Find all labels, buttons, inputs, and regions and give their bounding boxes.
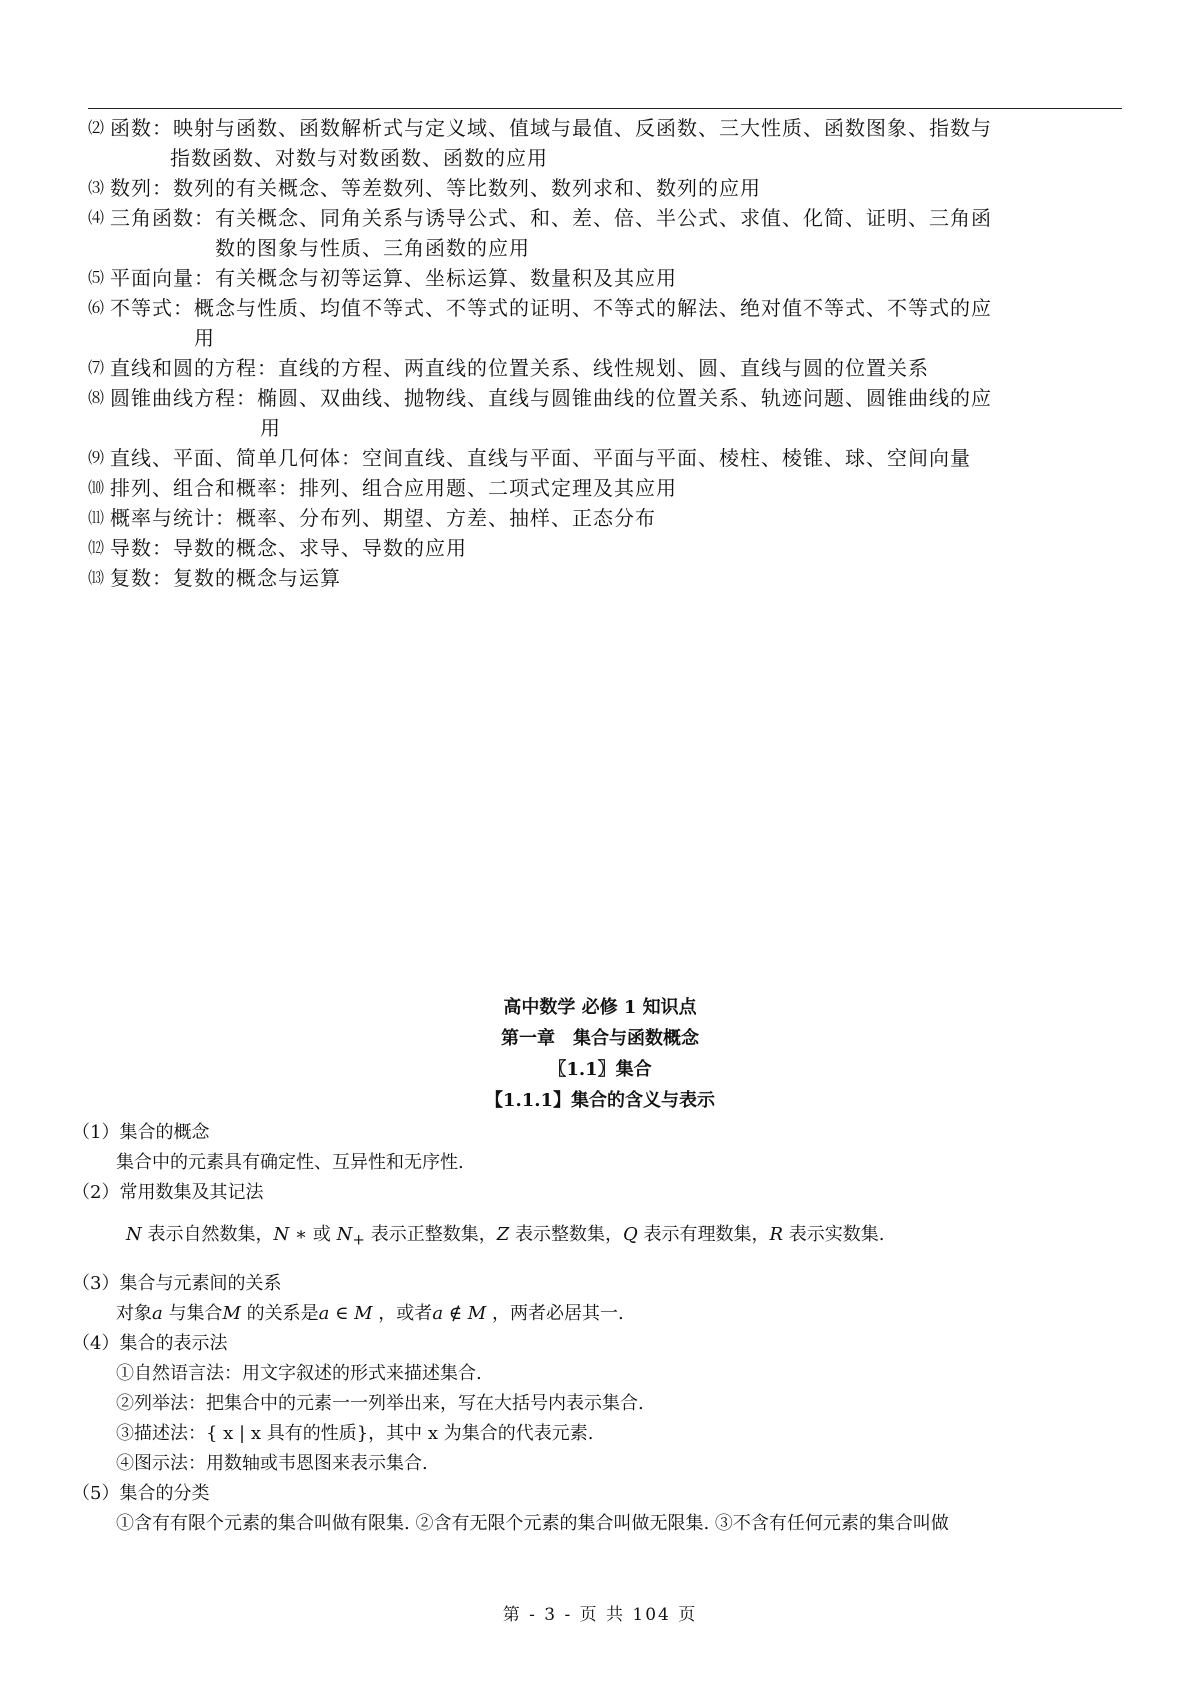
- s5-text: ①含有有限个元素的集合叫做有限集. ②含有无限个元素的集合叫做无限集. ③不含有任何元素的集合叫做: [116, 1512, 949, 1534]
- page-title: 高中数学 必修 1 知识点: [503, 997, 697, 1018]
- topic-line: 用: [260, 416, 281, 440]
- topic-line: 复数的概念与运算: [173, 566, 341, 590]
- topic-number: ⑷: [88, 208, 106, 227]
- topic-name: 圆锥曲线方程：: [110, 386, 257, 410]
- topic-number: ⑵: [88, 118, 106, 137]
- topic-name: 直线和圆的方程：: [110, 356, 278, 380]
- topic-number: ⑹: [88, 298, 106, 317]
- s3-heading: （3）集合与元素间的关系: [72, 1272, 282, 1294]
- topic-item: [88, 113, 1128, 173]
- topic-name: 函数：: [110, 116, 173, 140]
- sym-nplus: N: [336, 1224, 353, 1245]
- topic-line: 直线的方程、两直线的位置关系、线性规划、圆、直线与圆的位置关系: [278, 356, 929, 380]
- topic-name: 导数：: [110, 536, 173, 560]
- number-sets-line: [72, 1220, 1132, 1255]
- topic-item: [88, 173, 1128, 203]
- s4-item: ④图示法：用数轴或韦恩图来表示集合.: [116, 1452, 428, 1474]
- sym-m: M: [222, 1302, 241, 1324]
- s4-item: ③描述法：{ x | x 具有的性质}，其中 x 为集合的代表元素.: [116, 1422, 594, 1444]
- s3-text: [72, 1299, 1132, 1329]
- topic-number: ⒀: [88, 568, 106, 587]
- topic-name: 不等式：: [110, 296, 194, 320]
- topic-item: [88, 533, 1128, 563]
- s1-text: 集合中的元素具有确定性、互异性和无序性.: [116, 1152, 464, 1173]
- sym-z: Z: [496, 1224, 510, 1245]
- topic-line: 数列的有关概念、等差数列、等比数列、数列求和、数列的应用: [173, 176, 761, 200]
- chapter-title: 第一章 集合与函数概念: [501, 1028, 699, 1049]
- text: 的关系是: [240, 1302, 319, 1324]
- text: 与集合: [162, 1302, 223, 1324]
- s2-heading: （2）常用数集及其记法: [72, 1182, 264, 1203]
- topic-item: [88, 503, 1128, 533]
- top-rule: [88, 108, 1122, 109]
- text: 表示正整数集，: [364, 1224, 497, 1245]
- topic-item: [88, 443, 1128, 473]
- topic-number: ⑽: [88, 478, 106, 497]
- topic-line: 椭圆、双曲线、抛物线、直线与圆锥曲线的位置关系、轨迹问题、圆锥曲线的应: [257, 386, 992, 410]
- page-footer: 第 - 3 - 页 共 104 页: [502, 1605, 698, 1625]
- topic-number: ⑶: [88, 178, 106, 197]
- text: 表示自然数集，: [141, 1224, 274, 1245]
- topic-item: [88, 383, 1128, 443]
- s5-heading: （5）集合的分类: [72, 1482, 210, 1504]
- topic-name: 概率与统计：: [110, 506, 236, 530]
- topic-item: [88, 563, 1128, 593]
- topic-number: ⑿: [88, 538, 106, 557]
- topic-item: [88, 293, 1128, 353]
- subsection-title: 【1.1.1】集合的含义与表示: [484, 1090, 716, 1111]
- topic-line: 映射与函数、函数解析式与定义域、值域与最值、反函数、三大性质、函数图象、指数与: [173, 116, 992, 140]
- sym-q: Q: [622, 1224, 638, 1245]
- text: 表示整数集，: [509, 1224, 623, 1245]
- topic-name: 直线、平面、简单几何体：: [110, 446, 362, 470]
- topic-name: 数列：: [110, 176, 173, 200]
- topic-name: 复数：: [110, 566, 173, 590]
- topic-list: [88, 113, 1128, 593]
- text: ，或者: [372, 1302, 433, 1324]
- topic-name: 平面向量：: [110, 266, 215, 290]
- sym-star: ∗: [289, 1224, 308, 1245]
- topic-line: 概念与性质、均值不等式、不等式的证明、不等式的解法、绝对值不等式、不等式的应: [194, 296, 992, 320]
- topic-item: [88, 263, 1128, 293]
- sym-plus: +: [352, 1230, 365, 1249]
- text: 或: [307, 1224, 337, 1245]
- text: 对象: [116, 1302, 152, 1324]
- topic-name: 三角函数：: [110, 206, 215, 230]
- topic-line: 用: [194, 326, 215, 350]
- topic-line: 指数函数、对数与对数函数、函数的应用: [170, 146, 548, 170]
- section-headings: [0, 992, 1200, 1116]
- topic-name: 排列、组合和概率：: [110, 476, 299, 500]
- topic-number: ⑾: [88, 508, 106, 527]
- topic-item: [88, 473, 1128, 503]
- sym-r: R: [769, 1224, 784, 1245]
- s4-item: ①自然语言法：用文字叙述的形式来描述集合.: [116, 1362, 482, 1384]
- text: 表示有理数集，: [637, 1224, 770, 1245]
- text: 表示实数集.: [783, 1224, 885, 1245]
- topic-line: 数的图象与性质、三角函数的应用: [215, 236, 530, 260]
- topic-number: ⑻: [88, 388, 106, 407]
- s4-heading: （4）集合的表示法: [72, 1332, 228, 1354]
- topic-item: [88, 203, 1128, 263]
- s1-heading: （1）集合的概念: [72, 1122, 210, 1143]
- section-title: 〖1.1〗集合: [548, 1059, 652, 1080]
- sym-n: N: [126, 1224, 142, 1245]
- topic-line: 空间直线、直线与平面、平面与平面、棱柱、棱锥、球、空间向量: [362, 446, 971, 470]
- topic-line: 导数的概念、求导、导数的应用: [173, 536, 467, 560]
- s4-item: ②列举法：把集合中的元素一一列举出来，写在大括号内表示集合.: [116, 1392, 644, 1414]
- expr-notin: a ∉ M: [432, 1302, 487, 1324]
- topic-line: 有关概念、同角关系与诱导公式、和、差、倍、半公式、求值、化简、证明、三角函: [215, 206, 992, 230]
- sym-a: a: [152, 1302, 163, 1324]
- topic-line: 排列、组合应用题、二项式定理及其应用: [299, 476, 677, 500]
- topic-number: ⑺: [88, 358, 106, 377]
- sym-nstar: N: [273, 1224, 290, 1245]
- topic-number: ⑼: [88, 448, 106, 467]
- topic-line: 有关概念与初等运算、坐标运算、数量积及其应用: [215, 266, 677, 290]
- topic-item: [88, 353, 1128, 383]
- text: ，两者必居其一.: [486, 1302, 624, 1324]
- topic-number: ⑸: [88, 268, 106, 287]
- topic-line: 概率、分布列、期望、方差、抽样、正态分布: [236, 506, 656, 530]
- expr-in: a ∈ M: [318, 1302, 373, 1324]
- content-body: [72, 1118, 1132, 1539]
